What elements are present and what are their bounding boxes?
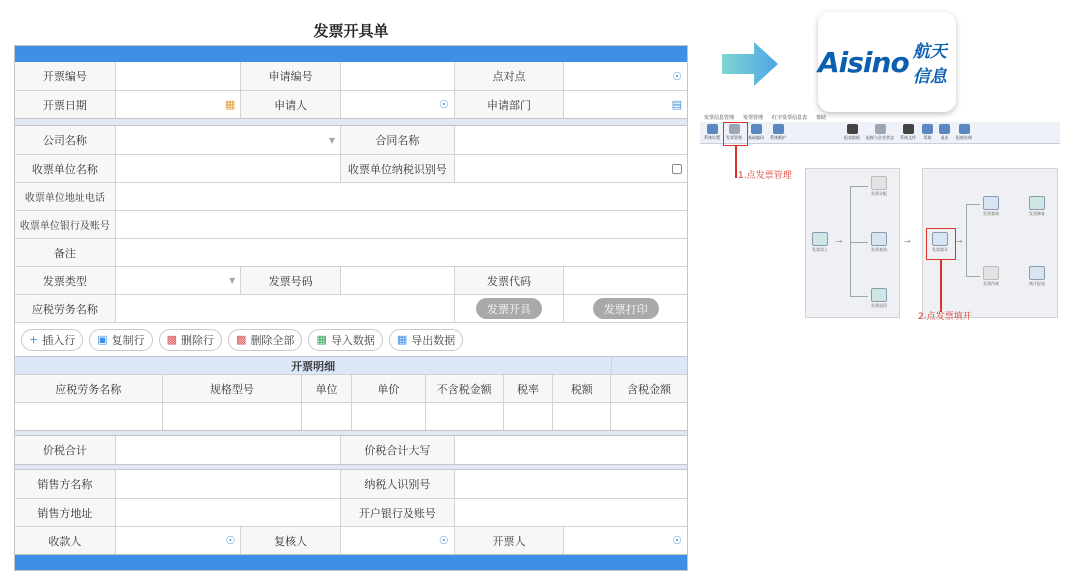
contract-input[interactable] <box>454 126 687 154</box>
app-menubar <box>700 114 1060 122</box>
remark-input[interactable] <box>115 239 687 266</box>
menu-item[interactable]: 红字发票信息表 <box>772 115 808 121</box>
seller-tax-label: 纳税人识别号 <box>340 470 454 498</box>
step1-annotation: 1.点发票管理 <box>738 171 792 181</box>
col-amount-in: 含税金额 <box>610 375 687 402</box>
copy-icon: ▣ <box>97 333 108 346</box>
node-invoice-repair[interactable] <box>1026 196 1048 218</box>
form-row <box>15 126 687 154</box>
void-icon <box>983 266 999 280</box>
contract-label: 合同名称 <box>340 126 454 154</box>
section-divider <box>15 118 687 126</box>
user-icon[interactable]: ☉ <box>438 534 449 547</box>
seller-tax-input[interactable] <box>454 470 687 498</box>
tool-label: 报表数据 <box>844 135 860 140</box>
form-row <box>15 526 687 554</box>
step2-annotation: 2.点发票填开 <box>918 312 972 322</box>
calendar-icon[interactable]: ▦ <box>224 98 236 111</box>
seller-name-input[interactable] <box>115 470 340 498</box>
delete-all-label: 删除全部 <box>250 333 295 347</box>
apply-no-input[interactable] <box>340 62 454 90</box>
aisino-logo <box>818 12 956 112</box>
node-label: 发票退回 <box>871 303 887 308</box>
drawer-label: 开票人 <box>454 527 564 554</box>
node-invoice-query[interactable] <box>868 232 890 254</box>
company-select[interactable] <box>115 126 340 154</box>
menu-item[interactable]: 发票信息管理 <box>704 115 735 121</box>
invoice-date-input[interactable] <box>115 91 241 118</box>
node-label: 发票查询 <box>871 247 887 252</box>
node-invoice-allocate[interactable] <box>868 176 890 198</box>
node-stat-report[interactable] <box>1026 266 1048 288</box>
tool-basic-code[interactable] <box>748 124 764 141</box>
inv-type-label: 发票类型 <box>15 267 115 294</box>
import-button[interactable] <box>308 329 382 351</box>
trash-all-icon: ▩ <box>236 333 247 346</box>
annotation-line <box>940 260 942 312</box>
highlight-invoice-fill <box>926 228 956 260</box>
flow-line <box>966 204 980 205</box>
detail-cell[interactable] <box>503 403 553 430</box>
export-button[interactable] <box>389 329 463 351</box>
issue-invoice-button[interactable]: 发票开具 <box>476 298 542 319</box>
delete-row-button[interactable] <box>159 329 222 351</box>
invoice-return-icon <box>871 288 887 302</box>
point-input[interactable] <box>563 62 687 90</box>
reviewer-input[interactable] <box>340 527 454 554</box>
user-icon[interactable]: ☉ <box>672 534 683 547</box>
inv-code-input[interactable] <box>563 267 687 294</box>
settings-icon <box>707 124 718 134</box>
arrow-right-icon: → <box>836 237 843 246</box>
node-label: 发票作废 <box>983 281 999 286</box>
logo-text-en: Aisino <box>818 45 909 79</box>
inv-code-label: 发票代码 <box>454 267 564 294</box>
report-icon <box>1029 266 1045 280</box>
node-label: 发票查询 <box>983 211 999 216</box>
drawer-input[interactable] <box>563 527 687 554</box>
detail-section-end <box>611 357 687 374</box>
checkbox[interactable] <box>672 164 682 174</box>
applicant-input[interactable] <box>340 91 454 118</box>
inv-type-select[interactable] <box>115 267 241 294</box>
print-cell <box>563 295 687 322</box>
detail-section-title: 开票明细 <box>15 357 611 374</box>
person-icon <box>847 124 858 134</box>
payee-sign-label: 收款人 <box>15 527 115 554</box>
applicant-label: 申请人 <box>240 91 340 118</box>
insert-row-button[interactable] <box>21 329 83 351</box>
invoice-read-icon <box>812 232 828 246</box>
tool-system-settings[interactable] <box>704 124 720 141</box>
form-title: 发票开具单 <box>313 22 389 40</box>
payee-sign-input[interactable] <box>115 527 241 554</box>
node-label: 发票填开 <box>932 247 948 252</box>
col-service: 应税劳务名称 <box>15 375 162 402</box>
footer-bar <box>15 554 687 570</box>
search-icon <box>875 124 886 134</box>
payee-tax-label: 收票单位纳税识别号 <box>340 155 454 182</box>
col-unit: 单位 <box>301 375 351 402</box>
tool-label: 帮助 <box>923 135 932 140</box>
tool-system-file[interactable] <box>900 124 916 141</box>
reviewer-label: 复核人 <box>240 527 340 554</box>
service-label: 应税劳务名称 <box>15 295 115 322</box>
flow-line <box>850 186 851 296</box>
total-upper-input[interactable] <box>454 436 687 464</box>
node-label: 发票分配 <box>871 191 887 196</box>
copy-row-button[interactable] <box>89 329 152 351</box>
help-icon <box>922 124 933 134</box>
tool-label: 基础编码 <box>748 135 764 140</box>
tool-label: 发票管理 <box>726 135 742 140</box>
detail-cell[interactable] <box>301 403 351 430</box>
flow-line <box>850 296 868 297</box>
monitor-icon <box>751 124 762 134</box>
export-label: 导出数据 <box>411 333 456 347</box>
tool-label: 系统文件 <box>900 135 916 140</box>
exit-icon <box>939 124 950 134</box>
service-input[interactable] <box>115 295 454 322</box>
form-row <box>15 154 687 182</box>
monitor-icon <box>773 124 784 134</box>
back-icon <box>959 124 970 134</box>
flow-line <box>850 186 868 187</box>
trash-icon: ▩ <box>166 333 178 346</box>
col-price: 单价 <box>351 375 425 402</box>
inv-number-label: 发票号码 <box>240 267 340 294</box>
node-label: 发票修复 <box>1029 211 1045 216</box>
payee-addr-label: 收票单位地址电话 <box>15 183 115 210</box>
detail-toolbar <box>15 322 687 356</box>
inv-number-input[interactable] <box>340 267 454 294</box>
detail-cell[interactable] <box>351 403 425 430</box>
tool-system-maintenance[interactable] <box>770 124 786 141</box>
form-row <box>15 238 687 266</box>
seller-addr-label: 销售方地址 <box>15 499 115 526</box>
invoice-no-label: 开票编号 <box>15 62 115 90</box>
form-row <box>15 62 687 90</box>
col-tax: 税额 <box>552 375 610 402</box>
tool-help[interactable] <box>922 124 933 141</box>
form-row <box>15 294 687 322</box>
detail-row <box>15 402 687 430</box>
chevron-down-icon: ▼ <box>229 276 236 285</box>
user-icon[interactable]: ☉ <box>672 69 683 83</box>
user-icon[interactable]: ☉ <box>438 98 449 111</box>
header-bar <box>15 46 687 62</box>
col-rate: 税率 <box>503 375 553 402</box>
node-label: 发票读入 <box>812 247 828 252</box>
payee-addr-input[interactable] <box>115 183 687 210</box>
seller-bank-label: 开户银行及账号 <box>340 499 454 526</box>
dept-label: 申请部门 <box>454 91 564 118</box>
menu-item[interactable]: 帮助 <box>816 115 827 121</box>
chevron-down-icon: ▼ <box>328 135 336 145</box>
user-icon[interactable]: ☉ <box>225 534 236 547</box>
tool-report[interactable] <box>844 124 860 141</box>
apply-no-label: 申请编号 <box>240 62 340 90</box>
menu-item[interactable]: 发票管理 <box>743 115 764 121</box>
invoice-no-input[interactable] <box>115 62 241 90</box>
delete-all-button[interactable] <box>228 329 302 351</box>
tool-label: 系统设置 <box>704 135 720 140</box>
invoice-form <box>14 45 688 571</box>
repair-icon <box>1029 196 1045 210</box>
arrow-right-icon: → <box>956 237 963 246</box>
payee-input[interactable] <box>115 155 340 182</box>
invoice-date-label: 开票日期 <box>15 91 115 118</box>
highlight-invoice-management <box>723 122 748 146</box>
form-row <box>15 182 687 210</box>
detail-cell[interactable] <box>425 403 503 430</box>
plus-icon: + <box>29 333 39 346</box>
detail-cell[interactable] <box>552 403 610 430</box>
total-input[interactable] <box>115 436 340 464</box>
issue-cell <box>454 295 564 322</box>
tool-label: 退出 <box>940 135 949 140</box>
delete-row-label: 删除行 <box>181 333 215 347</box>
total-upper-label: 价税合计大写 <box>340 436 454 464</box>
form-row <box>15 266 687 294</box>
detail-section-header <box>15 356 687 374</box>
payee-bank-label: 收票单位银行及账号 <box>15 211 115 238</box>
node-invoice-read[interactable] <box>809 232 831 254</box>
form-row <box>15 210 687 238</box>
node-invoice-search[interactable] <box>980 196 1002 218</box>
detail-cell[interactable] <box>162 403 302 430</box>
app-toolbar <box>700 122 1060 144</box>
user-icon <box>903 124 914 134</box>
arrow-right-icon <box>722 40 782 88</box>
export-icon: ▦ <box>396 333 408 346</box>
flow-line <box>850 242 868 243</box>
arrow-right-icon: → <box>904 237 911 246</box>
print-invoice-button[interactable]: 发票打印 <box>593 298 659 319</box>
col-amount-ex: 不含税金额 <box>425 375 503 402</box>
col-spec: 规格型号 <box>162 375 302 402</box>
annotation-line <box>735 146 737 178</box>
copy-row-label: 复制行 <box>111 333 145 347</box>
search-icon <box>983 196 999 210</box>
seller-addr-input[interactable] <box>115 499 340 526</box>
form-row <box>15 470 687 498</box>
detail-cell[interactable] <box>610 403 687 430</box>
total-label: 价税合计 <box>15 436 115 464</box>
tool-tax-process[interactable] <box>956 124 972 141</box>
detail-cell[interactable] <box>15 403 162 430</box>
form-row <box>15 436 687 464</box>
payee-label: 收票单位名称 <box>15 155 115 182</box>
tool-label: 系统维护 <box>770 135 786 140</box>
flow-line <box>966 276 980 277</box>
node-invoice-void[interactable] <box>980 266 1002 288</box>
detail-column-headers <box>15 374 687 402</box>
tool-exit[interactable] <box>939 124 950 141</box>
point-label: 点对点 <box>454 62 564 90</box>
tool-label: 报税处理 <box>956 135 972 140</box>
form-row <box>15 90 687 118</box>
logo-text-cn: 航天信息 <box>912 42 947 87</box>
node-label: 统计报表 <box>1029 281 1045 286</box>
seller-bank-input[interactable] <box>454 499 687 526</box>
flow-line <box>966 204 967 276</box>
invoice-allocate-icon <box>871 176 887 190</box>
tool-tax-status[interactable] <box>866 124 894 141</box>
seller-name-label: 销售方名称 <box>15 470 115 498</box>
tool-label: 报税与企业状态 <box>866 135 894 140</box>
remark-label: 备注 <box>15 239 115 266</box>
invoice-query-icon <box>871 232 887 246</box>
company-label: 公司名称 <box>15 126 115 154</box>
import-icon: ▦ <box>316 333 327 346</box>
form-row <box>15 498 687 526</box>
node-invoice-return[interactable] <box>868 288 890 310</box>
insert-row-label: 插入行 <box>42 333 76 347</box>
org-icon[interactable]: ▤ <box>671 98 683 111</box>
payee-tax-input[interactable] <box>454 155 687 182</box>
payee-bank-input[interactable] <box>115 211 687 238</box>
import-label: 导入数据 <box>330 333 375 347</box>
dept-input[interactable] <box>563 91 687 118</box>
